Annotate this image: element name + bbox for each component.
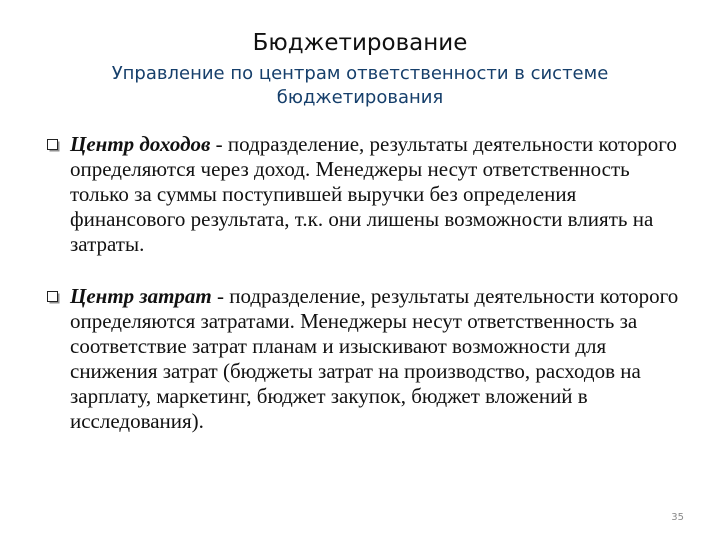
bullet-item-cost-center [46, 284, 686, 434]
bullet-text: - подразделение, результаты деятельности которого определяются затратами. Менеджеры несут ответственность за соответствие затрат планам и изыскивают возможности для снижения затрат (бюджеты затрат на производство, расходов на зарплату, маркетинг, бюджет закупок, бюджет вложений в исследования). [70, 284, 679, 433]
page-number: 35 [671, 512, 684, 523]
bullet-term: Центр затрат [70, 284, 212, 308]
bullet-text: - подразделение, результаты деятельности которого определяются через доход. Менеджеры несут ответственность только за суммы поступившей выручки без определения финансового результата, т.к. они лишены возможности влиять на затраты. [70, 132, 677, 256]
checkbox-square-icon [46, 138, 62, 154]
slide-title: Бюджетирование [252, 30, 468, 56]
slide-subtitle: Управление по центрам ответственности в системе бюджетирования [111, 63, 609, 108]
bullet-term: Центр доходов [70, 132, 211, 156]
bullet-list [46, 132, 686, 461]
checkbox-square-icon [46, 290, 62, 306]
bullet-item-revenue-center [46, 132, 686, 257]
